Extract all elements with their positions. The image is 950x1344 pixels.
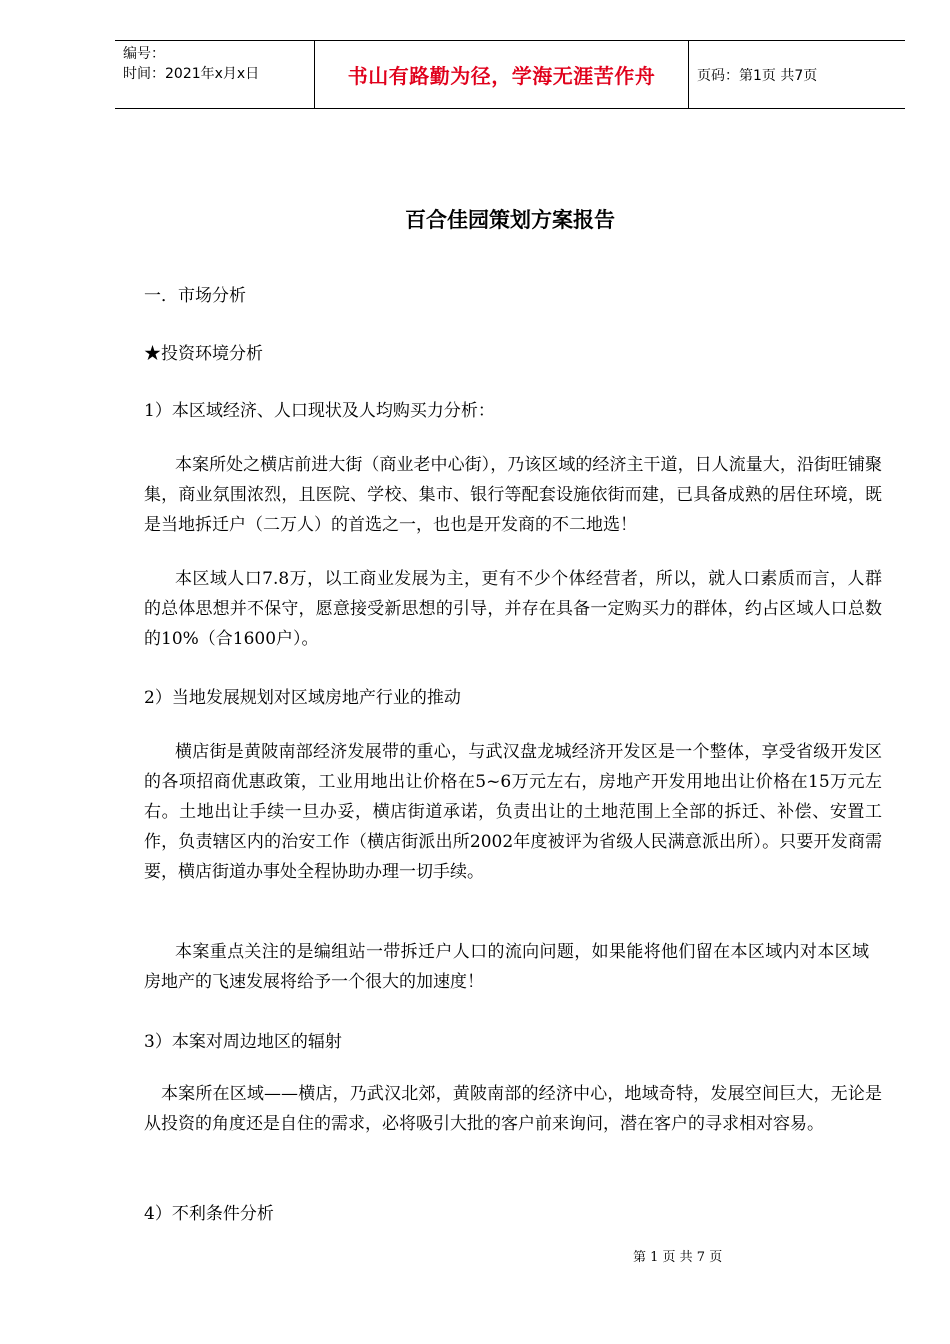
header-page-info: 页码：第1页 共7页	[697, 67, 818, 84]
item-2-heading: 2）当地发展规划对区域房地产行业的推动	[144, 688, 461, 708]
item-1-paragraph-2: 本区域人口7.8万，以工商业发展为主，更有不少个体经营者，所以，就人口素质而言，人群的总体思想并不保守，愿意接受新思想的引导，并存在具备一定购买力的群体，约占区域人口总数的10%（合1600户）。	[144, 569, 882, 649]
item-3-heading: 3）本案对周边地区的辐射	[144, 1032, 342, 1052]
number-label: 编号：	[123, 46, 165, 62]
section-heading-market-analysis: 一．市场分析	[144, 286, 246, 306]
item-3-paragraph-1: 本案所在区域——横店，乃武汉北郊，黄陂南部的经济中心，地域奇特，发展空间巨大，无论是从投资的角度还是自住的需求，必将吸引大批的客户前来询问，潜在客户的寻求相对容易。	[144, 1084, 882, 1134]
item-2-paragraph-1: 横店街是黄陂南部经济发展带的重心，与武汉盘龙城经济开发区是一个整体，享受省级开发区的各项招商优惠政策，工业用地出让价格在5~6万元左右，房地产开发用地出让价格在15万元左右。土地出让手续一旦办妥，横店街道承诺，负责出让的土地范围上全部的拆迁、补偿、安置工作，负责辖区内的治安工作（横店街派出所2002年度被评为省级人民满意派出所）。只要开发商需要，横店街道办事处全程协助办理一切手续。	[144, 742, 882, 882]
page-header	[115, 40, 905, 109]
header-motto: 书山有路勤为径，学海无涯苦作舟	[315, 41, 689, 108]
item-1-heading: 1）本区域经济、人口现状及人均购买力分析：	[144, 401, 495, 421]
item-2-paragraph-2: 本案重点关注的是编组站一带拆迁户人口的流向问题，如果能将他们留在本区域内对本区域房地产的飞速发展将给予一个很大的加速度！	[144, 942, 869, 992]
subsection-heading-investment-environment: ★投资环境分析	[144, 344, 263, 364]
header-meta	[115, 41, 315, 108]
page-footer: 第 1 页 共 7 页	[633, 1250, 723, 1265]
item-4-heading: 4）不利条件分析	[144, 1204, 274, 1224]
item-1-paragraph-1: 本案所处之横店前进大街（商业老中心街），乃该区域的经济主干道，日人流量大，沿街旺铺聚集，商业氛围浓烈，且医院、学校、集市、银行等配套设施依街而建，已具备成熟的居住环境，既是当地拆迁户（二万人）的首选之一，也也是开发商的不二地选！	[144, 455, 882, 535]
document-title: 百合佳园策划方案报告	[405, 208, 615, 232]
time-label: 时间：2021年x月x日	[123, 66, 260, 82]
